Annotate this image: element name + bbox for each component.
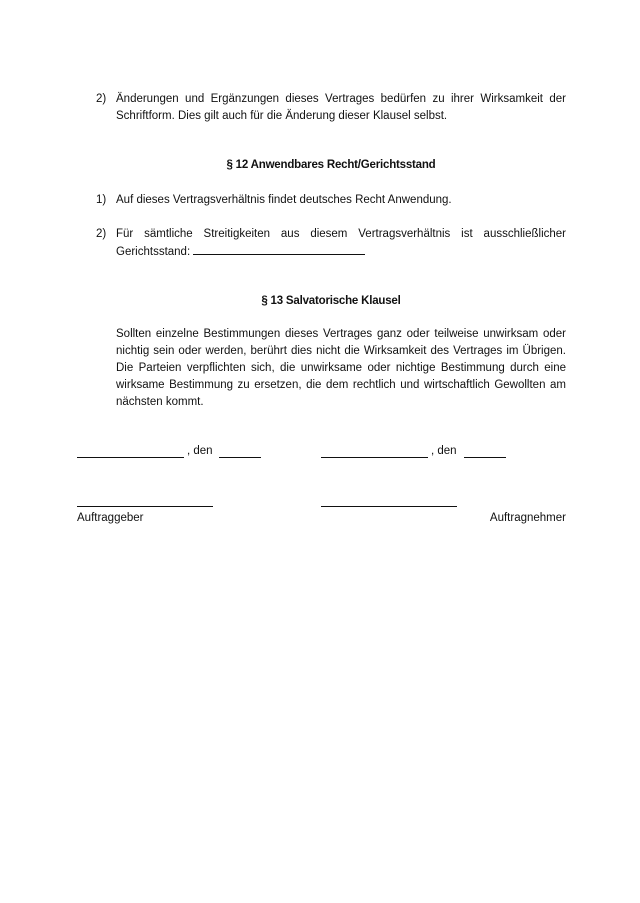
clause-number: 2) [96, 93, 107, 105]
den-label-left: , den [187, 445, 213, 457]
place-line-left [77, 457, 184, 458]
place-line-right [321, 457, 428, 458]
den-label-right: , den [431, 445, 457, 457]
section-13-text: Sollten einzelne Bestimmungen dieses Vertrages ganz oder teilweise unwirksam oder nichtig sein oder werden, berührt dies nicht die Wirksamkeit des Vertrages im Übrigen. Die Parteien verpflichten sich, die unwirksame oder nichtige Bestimmung durch eine wirksame Bestimmung zu ersetzen, die dem rechtlich und wirtschaftlich Gewollten am nächsten kommt. [116, 328, 566, 408]
date-line-left [219, 457, 261, 458]
signature-line-contractor [321, 506, 457, 507]
item-text [116, 226, 566, 261]
item-number: 2) [96, 228, 107, 240]
clause-text: Änderungen und Ergänzungen dieses Vertrages bedürfen zu ihrer Wirksamkeit der Schriftform. Dies gilt auch für die Änderung dieser Klausel selbst. [116, 93, 566, 122]
contractor-label: Auftragnehmer [489, 512, 566, 524]
jurisdiction-text: Für sämtliche Streitigkeiten aus diesem Vertragsverhältnis ist ausschließlicher Gerichtsstand: [116, 228, 566, 258]
date-line-right [464, 457, 506, 458]
section-12-item-2 [96, 226, 566, 260]
client-label: Auftraggeber [77, 512, 144, 524]
section-13-heading: § 13 Salvatorische Klausel [261, 295, 401, 307]
item-text: Auf dieses Vertragsverhältnis findet deutsches Recht Anwendung. [116, 194, 452, 206]
jurisdiction-blank-line [193, 243, 365, 255]
signature-line-client [77, 506, 213, 507]
section-12-item-1 [96, 192, 566, 209]
clause-item [96, 91, 566, 125]
section-12-heading: § 12 Anwendbares Recht/Gerichtsstand [226, 159, 436, 171]
item-number: 1) [96, 194, 107, 206]
